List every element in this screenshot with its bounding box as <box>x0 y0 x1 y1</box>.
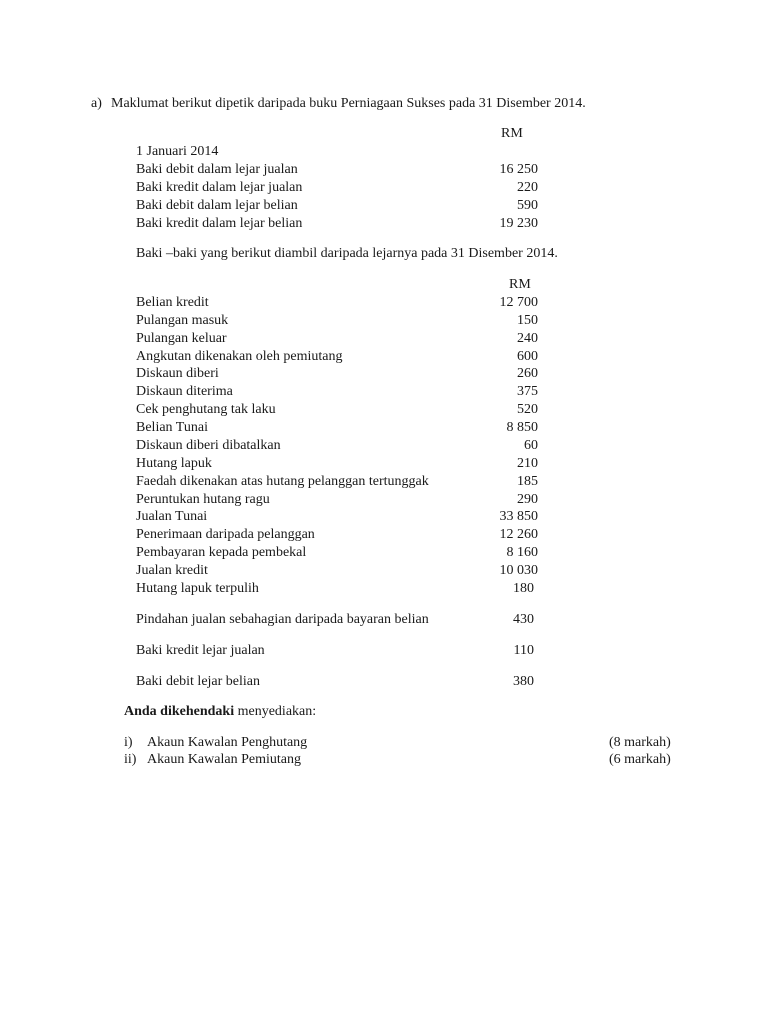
balance-row-amount: 600 <box>517 349 538 364</box>
opening-currency-header: RM <box>501 126 523 141</box>
balance-row-amount: 240 <box>517 331 538 346</box>
balance-row-label: Hutang lapuk <box>136 456 212 471</box>
balance-row-label: Penerimaan daripada pelanggan <box>136 527 315 542</box>
balance-row-amount: 210 <box>517 456 538 471</box>
task-instruction <box>124 703 316 720</box>
task-item-marks: (8 markah) <box>609 735 671 750</box>
balance-row-label: Jualan kredit <box>136 563 208 578</box>
balance-extra-row-amount: 380 <box>513 674 534 689</box>
balance-row-amount: 290 <box>517 492 538 507</box>
balances-currency-header: RM <box>509 277 531 292</box>
opening-row-amount: 220 <box>517 180 538 195</box>
balance-row-amount: 185 <box>517 474 538 489</box>
balance-row-amount: 33 850 <box>499 509 538 524</box>
balance-row-label: Pembayaran kepada pembekal <box>136 545 307 560</box>
balance-row-label: Pulangan masuk <box>136 313 229 328</box>
balance-row-label: Peruntukan hutang ragu <box>136 492 270 507</box>
balance-row-amount: 12 700 <box>499 295 538 310</box>
opening-row-label: Baki kredit dalam lejar belian <box>136 216 303 231</box>
opening-row-label: Baki debit dalam lejar jualan <box>136 162 298 177</box>
balance-extra-row-label: Pindahan jualan sebahagian daripada bayaran belian <box>136 612 429 627</box>
balance-extra-row-amount: 430 <box>513 612 534 627</box>
balance-row-amount: 8 160 <box>506 545 538 560</box>
balance-row-label: Cek penghutang tak laku <box>136 402 276 417</box>
balance-extra-row-amount: 110 <box>513 643 534 658</box>
question-intro: Maklumat berikut dipetik daripada buku Perniagaan Sukses pada 31 Disember 2014. <box>111 96 586 111</box>
balance-extra-row-label: Baki kredit lejar jualan <box>136 643 265 658</box>
balance-row-label: Jualan Tunai <box>136 509 208 524</box>
balance-row-amount: 12 260 <box>499 527 538 542</box>
task-item-marker: i) <box>124 735 133 750</box>
balance-row-label: Diskaun diberi <box>136 366 219 381</box>
task-item-marks: (6 markah) <box>609 752 671 767</box>
balance-row-amount: 260 <box>517 366 538 381</box>
opening-row-amount: 590 <box>517 198 538 213</box>
balance-row-amount: 520 <box>517 402 538 417</box>
task-item-label: Akaun Kawalan Penghutang <box>147 735 308 750</box>
opening-row-label: Baki debit dalam lejar belian <box>136 198 298 213</box>
balance-row-label: Hutang lapuk terpulih <box>136 581 259 596</box>
task-instruction-bold: Anda dikehendaki <box>124 704 235 719</box>
balance-row-label: Belian kredit <box>136 295 209 310</box>
opening-date-label: 1 Januari 2014 <box>136 144 219 159</box>
task-item-marker: ii) <box>124 752 137 767</box>
balance-row-label: Diskaun diberi dibatalkan <box>136 438 281 453</box>
balance-row-label: Pulangan keluar <box>136 331 227 346</box>
task-instruction-rest: menyediakan: <box>234 704 317 719</box>
balance-row-label: Belian Tunai <box>136 420 208 435</box>
task-item-label: Akaun Kawalan Pemiutang <box>147 752 301 767</box>
balance-row-amount: 8 850 <box>506 420 538 435</box>
question-marker: a) <box>91 96 102 111</box>
balances-intro: Baki –baki yang berikut diambil daripada lejarnya pada 31 Disember 2014. <box>136 246 558 261</box>
balance-row-amount: 150 <box>517 313 538 328</box>
balance-extra-row-label: Baki debit lejar belian <box>136 674 261 689</box>
balance-row-label: Faedah dikenakan atas hutang pelanggan tertunggak <box>136 474 429 489</box>
balance-row-amount: 375 <box>517 384 538 399</box>
balance-row-amount: 180 <box>513 581 534 596</box>
balance-row-label: Diskaun diterima <box>136 384 233 399</box>
balance-row-amount: 60 <box>524 438 538 453</box>
balance-row-amount: 10 030 <box>499 563 538 578</box>
balance-row-label: Angkutan dikenakan oleh pemiutang <box>136 349 343 364</box>
opening-row-label: Baki kredit dalam lejar jualan <box>136 180 303 195</box>
opening-row-amount: 19 230 <box>499 216 538 231</box>
opening-row-amount: 16 250 <box>499 162 538 177</box>
